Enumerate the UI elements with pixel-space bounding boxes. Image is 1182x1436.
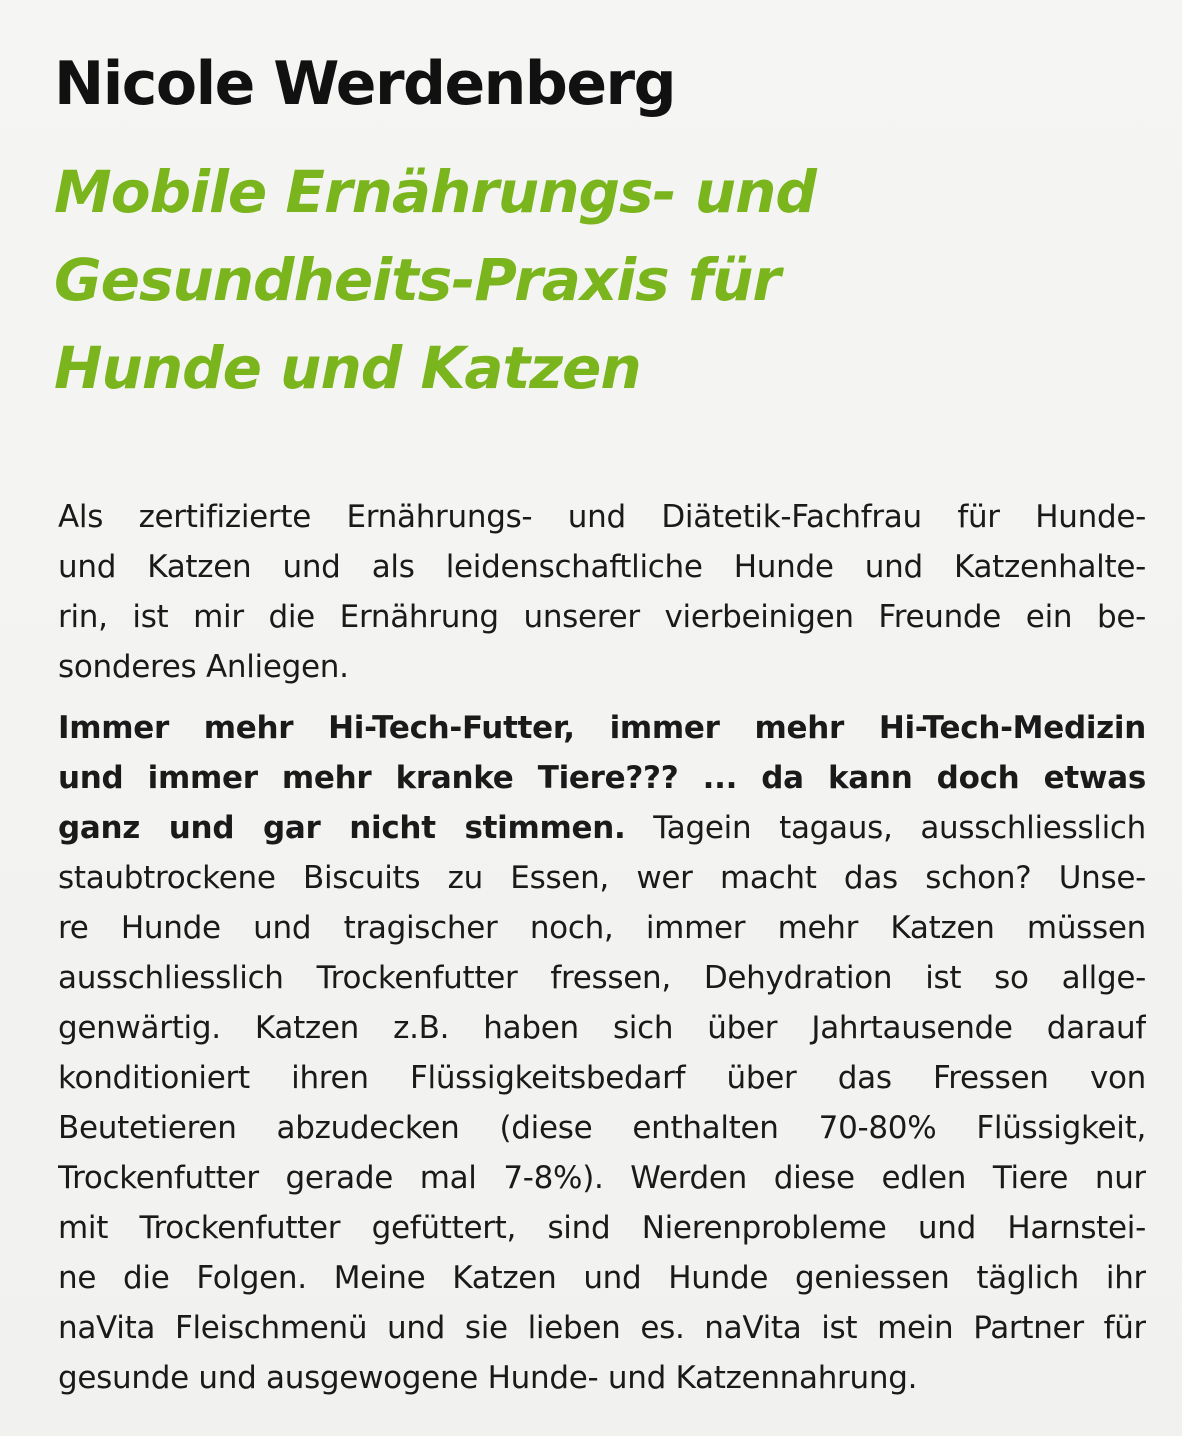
intro-line-2: und Katzen und als leidenschaftliche Hunde und Katzenhalte-	[58, 549, 1146, 585]
main-line-5: re Hunde und tragischer noch, immer mehr Katzen müssen	[58, 910, 1146, 946]
main-line-4: staubtrockene Biscuits zu Essen, wer macht das schon? Unse-	[58, 860, 1146, 896]
main-line-3	[58, 803, 1146, 853]
main-line-8: konditioniert ihren Flüssigkeitsbedarf über das Fressen von	[58, 1060, 1146, 1096]
author-name: Nicole Werdenberg	[54, 49, 676, 119]
main-line-11: mit Trockenfutter gefüttert, sind Nierenprobleme und Harnstei-	[58, 1210, 1146, 1246]
intro-paragraph	[58, 492, 1146, 692]
main-line-1-bold: Immer mehr Hi-Tech-Futter, immer mehr Hi-Tech-Medizin	[58, 710, 1146, 746]
main-line-3-text: Tagein tagaus, ausschliesslich	[625, 810, 1146, 846]
practice-title-line-3: Hunde und Katzen	[54, 334, 641, 402]
main-line-3-bold: ganz und gar nicht stimmen.	[58, 810, 626, 846]
main-line-10: Trockenfutter gerade mal 7-8%). Werden diese edlen Tiere nur	[58, 1160, 1146, 1196]
main-line-13: naVita Fleischmenü und sie lieben es. naVita ist mein Partner für	[58, 1310, 1146, 1346]
main-line-2-bold: und immer mehr kranke Tiere??? ... da kann doch etwas	[58, 760, 1146, 796]
main-line-2	[58, 753, 1146, 803]
practice-title-line-1: Mobile Ernährungs- und	[54, 158, 816, 226]
intro-line-4: sonderes Anliegen.	[58, 649, 349, 685]
practice-title-line-2: Gesundheits-Praxis für	[54, 246, 780, 314]
main-line-9: Beutetieren abzudecken (diese enthalten 70-80% Flüssigkeit,	[58, 1110, 1146, 1146]
main-line-7: genwärtig. Katzen z.B. haben sich über Jahrtausende darauf	[58, 1010, 1146, 1046]
main-line-6: ausschliesslich Trockenfutter fressen, Dehydration ist so allge-	[58, 960, 1146, 996]
main-line-12: ne die Folgen. Meine Katzen und Hunde geniessen täglich ihr	[58, 1260, 1146, 1296]
intro-line-1: Als zertifizierte Ernährungs- und Diätetik-Fachfrau für Hunde-	[58, 499, 1146, 535]
intro-line-3: rin, ist mir die Ernährung unserer vierbeinigen Freunde ein be-	[58, 599, 1146, 635]
main-paragraph	[58, 703, 1146, 1403]
main-line-14: gesunde und ausgewogene Hunde- und Katzennahrung.	[58, 1360, 918, 1396]
practice-title	[54, 148, 1104, 412]
main-line-1	[58, 703, 1146, 753]
